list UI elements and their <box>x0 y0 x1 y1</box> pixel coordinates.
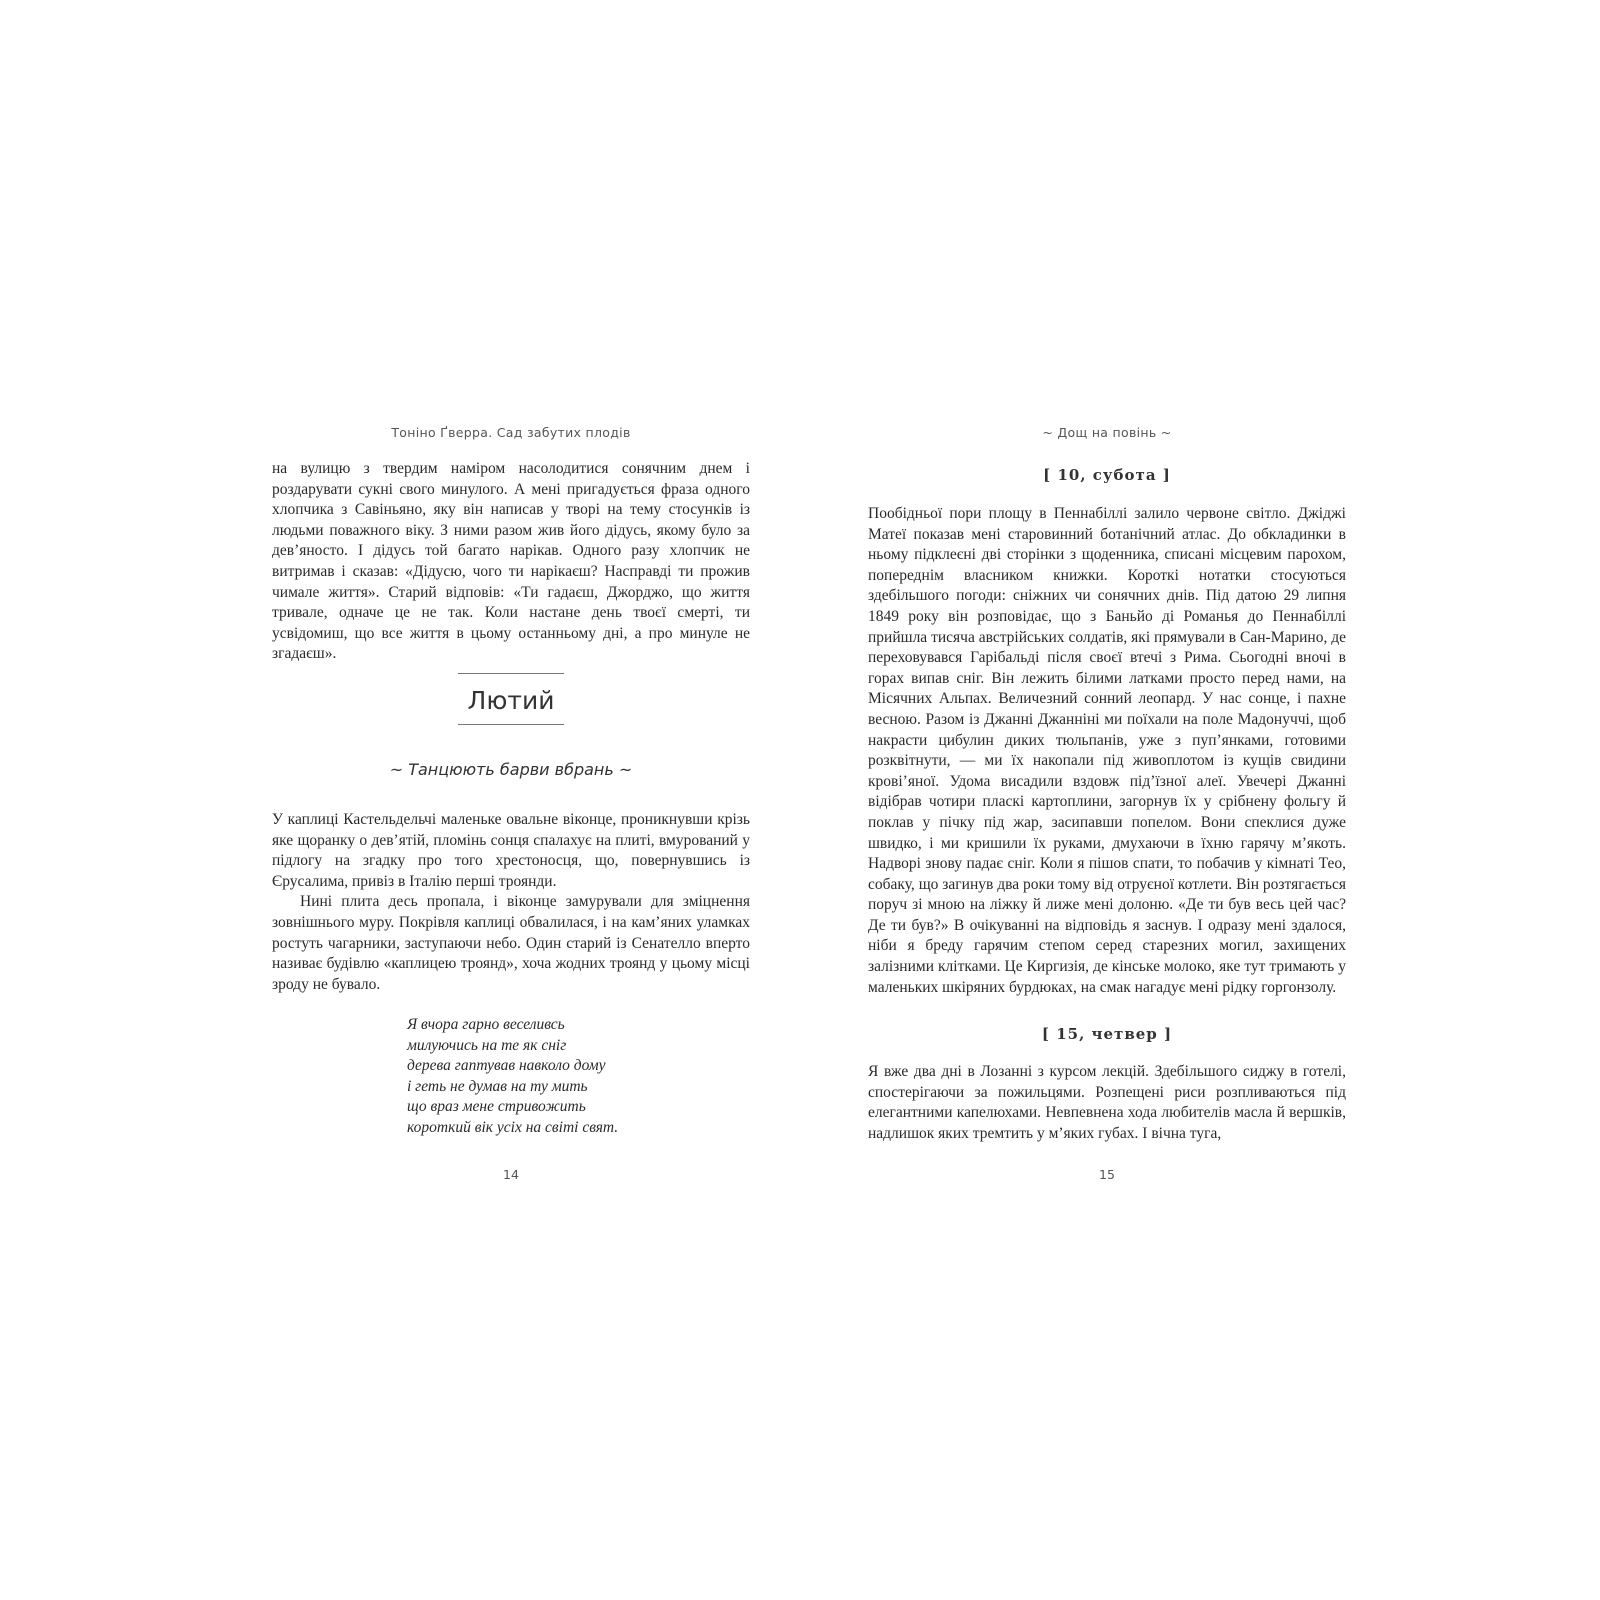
entry-1-block <box>868 504 1346 998</box>
poem-line: дерева гаптував навколо дому <box>407 1057 606 1075</box>
running-head-right: ~ Дощ на повінь ~ <box>1042 425 1172 440</box>
poem-line: короткий вік усіх на світі свят. <box>407 1118 619 1136</box>
left-page <box>272 0 750 1600</box>
chapel-block <box>272 810 750 995</box>
intro-paragraph-block <box>272 459 750 665</box>
entry-2-block <box>868 1062 1346 1144</box>
chapel-paragraph-1: У каплиці Кастельдельчі маленьке овальне віконце, проникнувши крізь яке щоранку о дев’ятій, пломінь сонця спалахує на плиті, вмурований у підлогу на згадку про того хрестоносця, що, повернувшись із Єрусалима, привіз в Італію перші троянди. <box>272 811 750 890</box>
month-subtitle: ~ Танцюють барви вбрань ~ <box>389 760 633 779</box>
running-head-left: Тоніно Ґверра. Сад забутих плодів <box>391 425 631 440</box>
intro-paragraph: на вулицю з твердим наміром насолодитися сонячним днем і роздарувати сукні свого минулого. А мені пригадується фраза одного хлопчика з Савіньяно, яку він написав у творі на тему стосунків із людьми поважного віку. З ними разом жив його дідусь, якому було за дев’яносто. І дідусь той багато нарікав. Одного разу хлопчик не витримав і сказав: «Дідусю, чого ти нарікаєш? Насправді ти прожив чимале життя». Старий відповів: «Ти гадаєш, Джорджо, що життя тривале, одначе це не так. Коли настане день твоєї смерті, ти усвідомиш, що все життя в цьому останньому дні, а про минуле не згадаєш». <box>272 460 750 663</box>
poem-line: Я вчора гарно веселивсь <box>407 1016 565 1033</box>
page-number-left: 14 <box>503 1167 519 1182</box>
poem <box>407 1015 618 1139</box>
entry-1-text: Пообідньої пори площу в Пеннабіллі залило червоне світло. Джіджі Матеї показав мені старовинний ботанічний атлас. До обкладинки в ньому підклеєні дві сторінки з щоденника, списані місцевим парохом, попереднім власником книжки. Короткі нотатки стосуються здебільшого погоди: сніжних чи сонячних днів. Під датою 29 липня 1849 року він розповідає, що з Баньйо ді Романья до Пеннабіллі прийшла тисяча австрійських солдатів, які прямували в Сан-Марино, де переховувався Гарібальді після своєї втечі з Рима. Сьогодні вночі в горах випав сніг. Він лежить білими латками просто перед нами, на Місячних Альпах. Величезний сонний леопард. У нас сонце, і пахне весною. Разом із Джанні Джанніні ми поїхали на поле Мадонуччі, щоб накрасти цибулин диких тюльпанів, уже з пуп’янками, готовими розквітнути, — ми їх накопали під живоплотом із кущів свидини крові’яної. Удома висадили вздовж під’їзної алеї. Увечері Джанні відібрав чотири пласкі картоплини, загорнув їх у срібнену фольгу й поклав у пічку під жар, засипавши попелом. Вони спеклися дуже швидко, і ми кришили їх руками, дмухаючи в їхню гарячу м’якоть. Надворі знову падає сніг. Коли я пішов спати, то побачив у кімнаті Тео, собаку, що загинув два роки тому від отруєної котлети. Він розтягається поруч зі мною на ліжку й лиже мені долоню. «Де ти був весь цей час? Де ти був?» В очікуванні на відповідь я заснув. І одразу мені здалося, ніби я бреду гарячим степом серед старезних могил, захищених залізними клітками. Це Киргизія, де кінське молоко, яке тут тримають у маленьких шкіряних бурдюках, на смак нагадує мені рідку горгонзолу. <box>868 505 1346 996</box>
poem-line: милуючись на те як сніг <box>407 1036 567 1054</box>
page-number-right: 15 <box>1099 1167 1115 1182</box>
entry-2-text: Я вже два дні в Лозанні з курсом лекцій. Здебільшого сиджу в готелі, спостерігаючи за пожильцями. Розпещені риси розпливаються під елегантними капелюхами. Невпевнена хода любителів масла й вершків, надлишок яких тремтить у м’яких губах. І вічна туга, <box>868 1063 1346 1142</box>
right-page <box>868 0 1346 1600</box>
month-heading <box>272 673 750 725</box>
entry-heading-1: [ 10, субота ] <box>1043 466 1171 484</box>
poem-line: що враз мене стривожить <box>407 1098 586 1116</box>
month-title: Лютий <box>458 673 564 725</box>
entry-heading-2: [ 15, четвер ] <box>1041 1025 1173 1043</box>
chapel-paragraph-2: Нині плита десь пропала, і віконце замурували для зміцнення зовнішнього муру. Покрівля каплиці обвалилася, і на кам’яних уламках ростуть чагарники, заступаючи небо. Один старий із Сенателло вперто називає будівлю «каплицею троянд», хоча жодних троянд у цьому місці зроду не бувало. <box>272 893 750 993</box>
poem-line: і геть не думав на ту мить <box>407 1077 588 1095</box>
